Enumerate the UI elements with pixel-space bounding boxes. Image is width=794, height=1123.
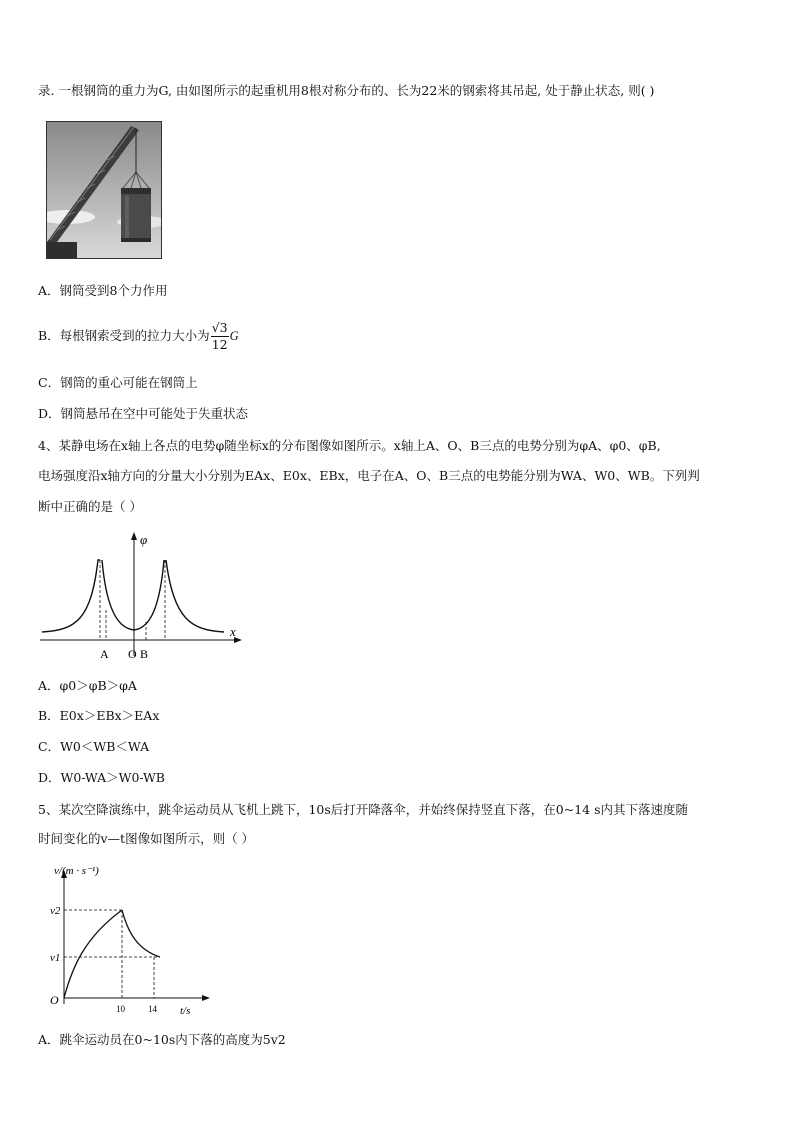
q3-stem: 录. 一根钢筒的重力为G, 由如图所示的起重机用8根对称分布的、长为22米的钢索将其吊起, 处于静止状态, 则( ) <box>38 83 655 98</box>
q3-option-b-prefix: B．每根钢索受到的拉力大小为 <box>38 328 210 343</box>
q4-stem-line2: 电场强度沿x轴方向的分量大小分别为EAx、E0x、EBx，电子在A、O、B三点的电势能分别为WA、W0、WB。下列判 <box>38 468 700 483</box>
q4-option-c: C．W0＜WB＜WA <box>38 739 150 754</box>
q3-option-a: A．钢筒受到8个力作用 <box>38 283 168 298</box>
q5-x-axis-label: t/s <box>180 1005 191 1017</box>
fraction-numerator: √3 <box>211 320 228 335</box>
q4-option-d: D．W0-WA＞W0-WB <box>38 770 165 785</box>
q5-y-axis-label: v/(m · s⁻¹) <box>54 865 99 877</box>
q5-origin-label: O <box>50 993 59 1007</box>
q5-v2-label: v2 <box>50 905 61 917</box>
q4-point-o-label: O <box>128 647 137 661</box>
q5-option-a: A．跳伞运动员在0~10s内下落的高度为5v2 <box>38 1032 286 1047</box>
q3-option-b-suffix: G <box>229 329 239 343</box>
q5-stem-line2: 时间变化的v—t图像如图所示，则（ ） <box>38 831 255 846</box>
q4-point-b-label: B <box>140 647 149 661</box>
q5-v1-label: v1 <box>50 952 61 964</box>
q4-x-axis-label: x <box>230 624 236 639</box>
q5-t10-label: 10 <box>116 1004 125 1014</box>
q4-stem-line1: 4、某静电场在x轴上各点的电势φ随坐标x的分布图像如图所示。x轴上A、O、B三点的电势分别为φA、φ0、φB, <box>38 438 661 453</box>
q5-stem-line1: 5、某次空降演练中，跳伞运动员从飞机上跳下，10s后打开降落伞，并始终保持竖直下落，在0~14 s内其下落速度随 <box>38 802 688 817</box>
q4-potential-graph <box>36 530 246 662</box>
q4-point-a-label: A <box>100 647 109 661</box>
q4-option-a: A．φ0＞φB＞φA <box>38 678 137 693</box>
fraction-denominator: 12 <box>211 337 228 352</box>
q4-y-axis-label: φ <box>140 532 148 547</box>
q4-option-b: B．E0x＞EBx＞EAx <box>38 708 160 723</box>
q4-stem-line3: 断中正确的是（ ） <box>38 499 142 514</box>
q3-option-b-fraction <box>211 320 229 353</box>
q5-vt-graph <box>44 858 214 1020</box>
q3-option-c: C．钢筒的重心可能在钢筒上 <box>38 375 198 390</box>
q3-option-b <box>38 318 239 354</box>
crane-photo <box>46 121 162 259</box>
q5-t14-label: 14 <box>148 1004 157 1014</box>
q3-option-d: D．钢筒悬吊在空中可能处于失重状态 <box>38 406 249 421</box>
